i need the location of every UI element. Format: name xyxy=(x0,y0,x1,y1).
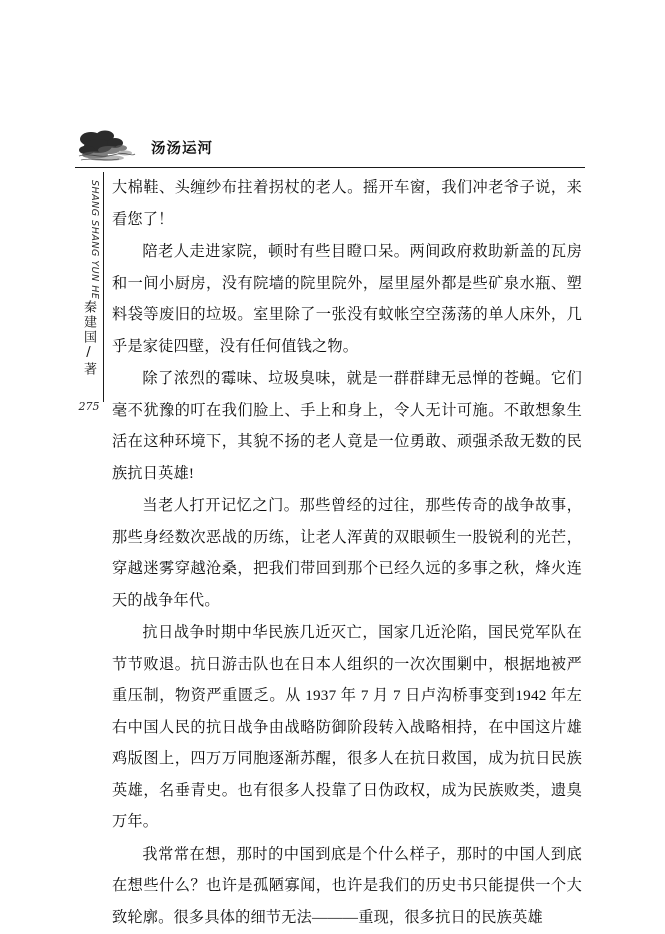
header-divider xyxy=(75,167,585,168)
spine-author: 秦建国/著 xyxy=(81,300,96,377)
paragraph: 当老人打开记忆之门。那些曾经的过往，那些传奇的战争故事，那些身经数次恶战的历练，让老人浑黄的双眼顿生一股锐利的光芒，穿越迷雾穿越沧桑，把我们带回到那个已经久远的多事之秋，烽火连天的战争年代。 xyxy=(112,497,582,609)
body-text xyxy=(112,172,582,934)
page-number: 275 xyxy=(78,400,100,413)
paragraph: 陪老人走进家院，顿时有些目瞪口呆。两间政府救助新盖的瓦房和一间小厨房，没有院墙的院里院外，屋里屋外都是些矿泉水瓶、塑料袋等废旧的垃圾。室里除了一张没有蚊帐空空荡荡的单人床外，几乎是家徒四壁，没有任何值钱之物。 xyxy=(112,243,582,355)
running-head-title: 汤汤运河 xyxy=(151,141,213,157)
page-spine xyxy=(75,172,105,462)
spine-pinyin-title: SHANG SHANG YUN HE xyxy=(89,180,100,300)
page-header xyxy=(75,126,585,168)
paragraph: 我常常在想，那时的中国到底是个什么样子，那时的中国人到底在想些什么？也许是孤陋寡闻，也许是我们的历史书只能提供一个大致轮廓。很多具体的细节无法———重现，很多抗日的民族英雄 xyxy=(112,845,582,926)
spine-divider xyxy=(103,172,104,402)
paragraph: 除了浓烈的霉味、垃圾臭味，就是一群群肆无忌惮的苍蝇。它们毫不犹豫的叮在我们脸上、手上和身上，令人无计可施。不敢想象生活在这种环境下，其貌不扬的老人竟是一位勇敢、顽强杀敌无数的民族抗日英雄! xyxy=(112,370,582,482)
ink-painting-ornament-icon xyxy=(75,126,137,166)
paragraph: 抗日战争时期中华民族几近灭亡，国家几近沦陷，国民党军队在节节败退。抗日游击队也在日本人组织的一次次围剿中，根据地被严重压制，物资严重匮乏。从 1937 年 7 月 7 日卢沟桥事变到1942 年左右中国人民的抗日战争由战略防御阶段转入战略相持，在中国这片雄鸡版图上，四万万同胞逐渐苏醒，很多人在抗日救国，成为抗日民族英雄，名垂青史。也有很多人投靠了日伪政权，成为民族败类，遗臭万年。 xyxy=(112,624,582,830)
paragraph: 大棉鞋、头缠纱布拄着拐杖的老人。摇开车窗，我们冲老爷子说，来看您了！ xyxy=(112,179,582,228)
